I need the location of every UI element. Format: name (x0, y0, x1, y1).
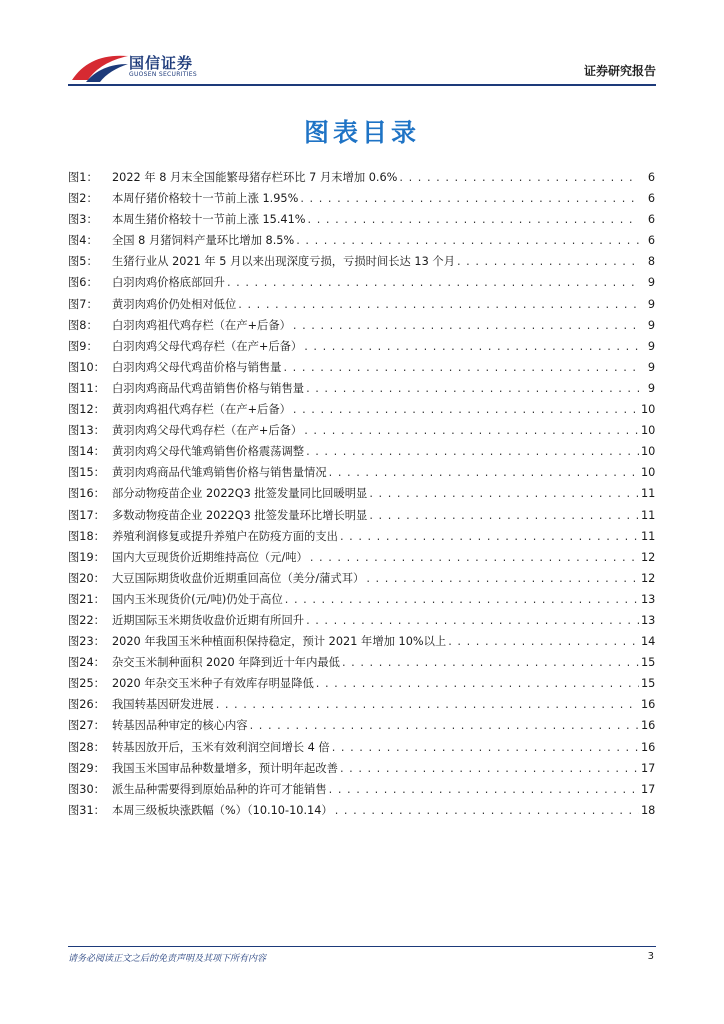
toc-entry-number: 图23： (68, 635, 105, 649)
toc-entry[interactable] (68, 338, 655, 359)
toc-entry[interactable] (68, 401, 655, 422)
toc-entry-title: 白羽肉鸡父母代鸡苗价格与销售量 (112, 360, 282, 374)
toc-dot-leader (308, 213, 639, 226)
toc-entry-title: 黄羽肉鸡祖代鸡存栏（在产+后备） (112, 403, 291, 417)
toc-entry-number: 图9： (68, 339, 98, 353)
guosen-logo-icon (70, 50, 130, 84)
toc-entry-page: 12 (641, 571, 656, 585)
toc-dot-leader (369, 509, 639, 522)
toc-entry-page: 16 (641, 698, 656, 712)
toc-entry-page: 9 (647, 297, 655, 311)
toc-entry-page: 17 (641, 761, 656, 775)
toc-entry[interactable] (68, 612, 655, 633)
toc-entry-title: 我国转基因研发进展 (112, 698, 214, 712)
toc-dot-leader (283, 361, 639, 374)
toc-dot-leader (335, 804, 639, 817)
toc-entry-title: 黄羽肉鸡商品代雏鸡销售价格与销售量情况 (112, 466, 327, 480)
toc-entry[interactable] (68, 443, 655, 464)
toc-entry-number: 图27： (68, 719, 105, 733)
toc-entry-page: 10 (641, 466, 656, 480)
toc-entry[interactable] (68, 591, 655, 612)
toc-dot-leader (216, 698, 639, 711)
toc-entry-title: 黄羽肉鸡价仍处相对低位 (112, 297, 237, 311)
toc-entry-number: 图25： (68, 677, 105, 691)
toc-entry-title: 近期国际玉米期货收盘价近期有所回升 (112, 613, 305, 627)
toc-entry-number: 图10： (68, 360, 105, 374)
toc-dot-leader (316, 677, 639, 690)
toc-entry-number: 图1： (68, 171, 98, 184)
toc-entry[interactable] (68, 633, 655, 654)
toc-entry-title: 转基因品种审定的核心内容 (112, 719, 248, 733)
toc-entry-title: 本周三级板块涨跌幅（%）（10.10-10.14） (112, 803, 333, 817)
toc-entry-title: 杂交玉米制种面积 2020 年降到近十年内最低 (112, 656, 340, 670)
toc-entry-title: 大豆国际期货收盘价近期重回高位（美分/蒲式耳） (112, 571, 365, 585)
toc-entry[interactable] (68, 549, 655, 570)
toc-entry-page: 13 (641, 592, 656, 606)
toc-entry-page: 11 (641, 529, 656, 543)
toc-entry-title: 我国玉米国审品种数量增多，预计明年起改善 (112, 761, 338, 775)
toc-entry-title: 养殖利润修复或提升养殖户在防疫方面的支出 (112, 529, 338, 543)
company-name-en: GUOSEN SECURITIES (129, 71, 198, 78)
toc-entry[interactable] (68, 696, 655, 717)
toc-entry-page: 13 (641, 613, 656, 627)
toc-entry-title: 白羽肉鸡父母代鸡存栏（在产+后备） (112, 339, 303, 353)
toc-dot-leader (304, 340, 639, 353)
toc-entry-number: 图24： (68, 656, 105, 670)
toc-entry-number: 图20： (68, 571, 105, 585)
toc-dot-leader (306, 382, 639, 395)
toc-entry[interactable] (68, 359, 655, 380)
toc-entry-number: 图5： (68, 255, 98, 269)
toc-entry[interactable] (68, 211, 655, 232)
toc-entry[interactable] (68, 675, 655, 696)
toc-entry-page: 10 (641, 445, 656, 459)
toc-entry-number: 图3： (68, 213, 98, 227)
toc-entry-number: 图12： (68, 403, 105, 417)
toc-entry[interactable] (68, 464, 655, 485)
toc-entry-number: 图18： (68, 529, 105, 543)
toc-entry-title: 全国 8 月猪饲料产量环比增加 8.5% (112, 234, 295, 248)
toc-dot-leader (399, 171, 639, 184)
toc-entry-page: 12 (641, 550, 656, 564)
toc-entry-number: 图16： (68, 487, 105, 501)
toc-dot-leader (238, 298, 639, 311)
toc-dot-leader (300, 192, 639, 205)
toc-dot-leader (310, 551, 639, 564)
toc-dot-leader (296, 234, 639, 247)
toc-entry-title: 黄羽肉鸡父母代雏鸡销售价格震荡调整 (112, 445, 305, 459)
toc-entry-number: 图7： (68, 297, 98, 311)
toc-entry-title: 白羽肉鸡祖代鸡存栏（在产+后备） (112, 318, 291, 332)
toc-entry[interactable] (68, 781, 655, 802)
toc-entry-number: 图11： (68, 381, 105, 395)
toc-entry-page: 16 (641, 740, 656, 754)
toc-entry-title: 转基因放开后，玉米有效利润空间增长 4 倍 (112, 740, 330, 754)
toc-entry-page: 8 (647, 255, 655, 269)
toc-entry[interactable] (68, 760, 655, 781)
toc-entry[interactable] (68, 422, 655, 443)
toc-entry-page: 9 (647, 318, 655, 332)
toc-entry-number: 图8： (68, 318, 98, 332)
toc-entry-number: 图28： (68, 740, 105, 754)
toc-dot-leader (306, 445, 639, 458)
toc-dot-leader (285, 593, 639, 606)
toc-entry[interactable] (68, 570, 655, 591)
toc-entry[interactable] (68, 232, 655, 253)
toc-entry-number: 图19： (68, 550, 105, 564)
toc-entry-page: 9 (647, 339, 655, 353)
toc-entry[interactable] (68, 274, 655, 295)
toc-entry[interactable] (68, 169, 655, 190)
company-name-cn: 国信证券 (129, 54, 194, 72)
toc-entry-number: 图6： (68, 276, 98, 290)
toc-entry-page: 6 (647, 171, 655, 184)
toc-entry-title: 本周仔猪价格较十一节前上涨 1.95% (112, 192, 299, 206)
header-divider (68, 84, 656, 86)
toc-entry-title: 部分动物疫苗企业 2022Q3 批签发量同比回暖明显 (112, 487, 368, 501)
toc-entry-page: 9 (647, 276, 655, 290)
toc-entry-title: 本周生猪价格较十一节前上涨 15.41% (112, 213, 306, 227)
figure-list (68, 169, 655, 823)
toc-entry-page: 15 (641, 656, 656, 670)
toc-entry-page: 9 (647, 381, 655, 395)
toc-entry-number: 图30： (68, 782, 105, 796)
toc-dot-leader (332, 741, 639, 754)
toc-entry-number: 图4： (68, 234, 98, 248)
toc-entry-title: 白羽肉鸡商品代鸡苗销售价格与销售量 (112, 381, 305, 395)
toc-entry-title: 2020 年我国玉米种植面积保持稳定，预计 2021 年增加 10%以上 (112, 635, 447, 649)
toc-dot-leader (227, 276, 639, 289)
toc-entry[interactable] (68, 317, 655, 338)
toc-entry-number: 图14： (68, 445, 105, 459)
toc-entry[interactable] (68, 296, 655, 317)
toc-dot-leader (306, 614, 639, 627)
toc-entry[interactable] (68, 380, 655, 401)
toc-entry[interactable] (68, 528, 655, 549)
toc-entry-number: 图31： (68, 803, 105, 817)
toc-dot-leader (329, 783, 639, 796)
toc-dot-leader (457, 255, 639, 268)
toc-entry[interactable] (68, 507, 655, 528)
toc-dot-leader (304, 424, 639, 437)
toc-entry-page: 10 (641, 403, 656, 417)
toc-entry-page: 16 (641, 719, 656, 733)
page-number: 3 (647, 951, 654, 962)
toc-entry-page: 17 (641, 782, 656, 796)
toc-entry-number: 图26： (68, 698, 105, 712)
toc-entry[interactable] (68, 654, 655, 675)
toc-entry-title: 派生品种需要得到原始品种的许可才能销售 (112, 782, 327, 796)
toc-entry-number: 图15： (68, 466, 105, 480)
toc-entry[interactable] (68, 190, 655, 211)
toc-entry-page: 6 (647, 213, 655, 227)
toc-entry[interactable] (68, 739, 655, 760)
toc-dot-leader (293, 403, 639, 416)
toc-entry-page: 11 (641, 508, 656, 522)
toc-entry-number: 图29： (68, 761, 105, 775)
toc-entry-title: 生猪行业从 2021 年 5 月以来出现深度亏损，亏损时间长达 13 个月 (112, 255, 455, 269)
toc-entry-title: 白羽肉鸡价格底部回升 (112, 276, 225, 290)
toc-dot-leader (293, 319, 639, 332)
toc-dot-leader (342, 656, 639, 669)
toc-entry-title: 2022 年 8 月末全国能繁母猪存栏环比 7 月末增加 0.6% (112, 171, 398, 184)
toc-dot-leader (329, 466, 639, 479)
toc-entry-number: 图17： (68, 508, 105, 522)
footer-divider (68, 946, 656, 947)
toc-entry-title: 2020 年杂交玉米种子有效库存明显降低 (112, 677, 314, 691)
toc-entry-page: 15 (641, 677, 656, 691)
toc-entry-page: 6 (647, 192, 655, 206)
toc-entry-page: 14 (641, 635, 656, 649)
toc-entry-page: 9 (647, 360, 655, 374)
toc-entry-title: 国内玉米现货价(元/吨)仍处于高位 (112, 592, 283, 606)
toc-entry-page: 18 (641, 803, 656, 817)
toc-entry-page: 6 (647, 234, 655, 248)
toc-dot-leader (369, 487, 639, 500)
toc-entry[interactable] (68, 253, 655, 274)
toc-entry-title: 多数动物疫苗企业 2022Q3 批签发量环比增长明显 (112, 508, 368, 522)
toc-entry[interactable] (68, 802, 655, 823)
toc-dot-leader (448, 635, 639, 648)
page-header (0, 0, 724, 90)
toc-entry-title: 国内大豆现货价近期维持高位（元/吨） (112, 550, 308, 564)
toc-dot-leader (340, 530, 639, 543)
toc-dot-leader (340, 762, 639, 775)
toc-entry[interactable] (68, 485, 655, 506)
footer-disclaimer: 请务必阅读正文之后的免责声明及其项下所有内容 (68, 954, 267, 964)
toc-entry-number: 图13： (68, 424, 105, 438)
page-title: 图表目录 (303, 118, 420, 147)
toc-entry[interactable] (68, 717, 655, 738)
toc-dot-leader (250, 719, 639, 732)
toc-entry-page: 10 (641, 424, 656, 438)
toc-entry-page: 11 (641, 487, 656, 501)
toc-entry-number: 图21： (68, 592, 105, 606)
toc-dot-leader (366, 572, 639, 585)
report-type-label: 证券研究报告 (583, 64, 656, 78)
toc-entry-title: 黄羽肉鸡父母代鸡存栏（在产+后备） (112, 424, 303, 438)
toc-entry-number: 图2： (68, 192, 98, 206)
toc-entry-number: 图22： (68, 613, 105, 627)
